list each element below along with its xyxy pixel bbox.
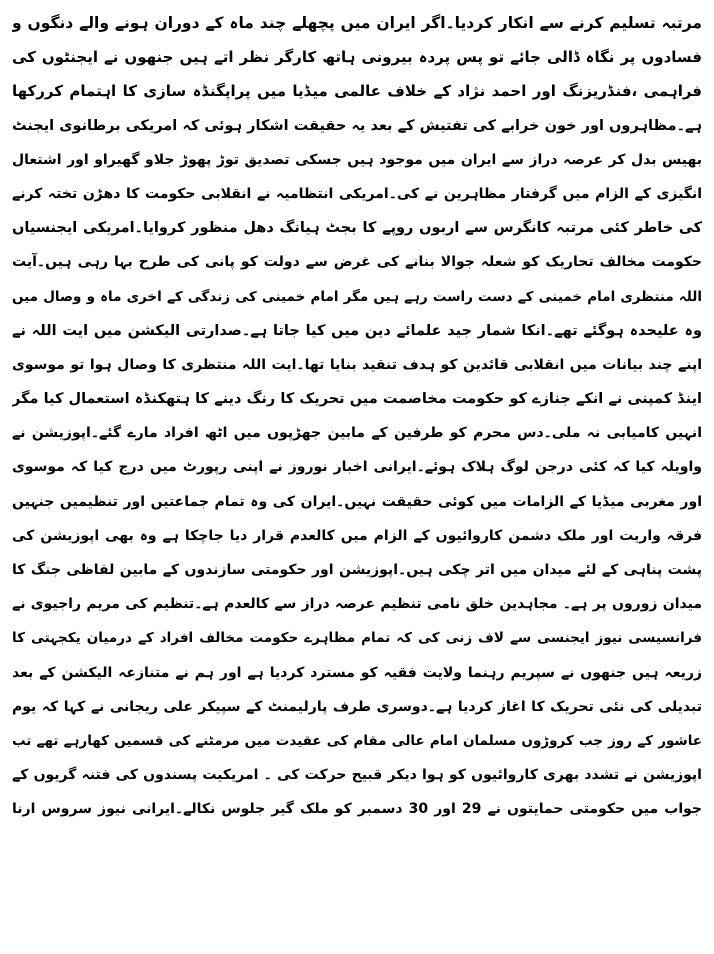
text-line: انگیزی کے الزام میں گرفتار مظاہرین نے کی۔امریکی انتظامیہ نے انقلابی حکومت کا دھڑن تختہ کرنے — [12, 185, 702, 202]
text-line: زریعہ ہیں جنھوں نے سپریم رہنما ولایت فقیہ کو مسترد کردیا ہے اور ہم نے متنازعہ الیکشن کے بعد — [12, 664, 702, 681]
text-line: اور مغربی میڈیا کے الزامات میں کوئی حقیقت نہیں۔ایران کی وہ تمام جماعتیں اور تنظیمیں جنہیں — [12, 493, 702, 510]
text-line: اینڈ کمپنی نے انکے جنازے کو حکومت مخاصمت میں تحریک کا رنگ دینے کا ہتھکنڈہ استعمال کیا مگر — [12, 391, 702, 408]
text-line: اپوزیشن نے تشدد بھری کاروائیوں کو ہوا دیکر قبیح حرکت کی ۔ امریکیت پسندوں کی فتنہ گریوں کے — [12, 767, 702, 784]
text-line: انہیں کامیابی نہ ملی۔دس محرم کو طرفین کے مابین جھڑپوں میں اٹھ افراد مارے گئے۔اپوزیشن نے — [12, 425, 702, 442]
text-line: کی خاطر کئی مرتبہ کانگرس سے اربوں روپے کا بجٹ ہیانگ دھل منظور کروایا۔امریکی ایجنسیاں — [12, 220, 702, 237]
text-line: واویلہ کیا کہ کئی درجن لوگ ہلاک ہوئے۔ایرانی اخبار نوروز نے اپنی رپورٹ میں درج کیا کہ موسوی — [12, 459, 702, 476]
text-line: ہے۔مظاہروں اور خون خرابے کی تفتیش کے بعد یہ حقیقت اشکار ہوئی کہ امریکی برطانوی ایجنٹ — [12, 117, 702, 134]
text-line: پشت پناہی کے لئے میدان میں اتر چکی ہیں۔اپوزیشن اور حکومتی سازندوں کے مابین لفاظی جنگ کا — [12, 562, 702, 578]
text-line: وہ علیحدہ ہوگئے تھے۔انکا شمار جید علمائے دین میں کیا جاتا ہے۔صدارتی الیکشن میں ایت اللہ نے — [12, 322, 702, 339]
text-line: میدان زوروں پر ہے۔ مجاہدین خلق نامی تنظیم عرصہ دراز سے کالعدم ہے۔تنظیم کی مریم راجیوی نے — [12, 596, 702, 613]
article-body — [12, 6, 702, 827]
text-line: جواب میں حکومتی حمایتوں نے 29 اور 30 دسمبر کو ملک گیر جلوس نکالے۔ایرانی نیوز سروس ارنا — [12, 801, 702, 818]
text-line: بھیس بدل کر عرصہ دراز سے ایران میں موجود ہیں جسکی تصدیق توڑ پھوڑ جلاو گھیراو اور اشتعال — [12, 151, 702, 168]
text-line: عاشور کے روز جب کروڑوں مسلمان امام عالی مقام کی عقیدت میں مرمٹنے کی قسمیں کھارہے تھے تب — [12, 732, 702, 749]
text-line: اپنے چند بیانات میں انقلابی قائدین کو ہدف تنقید بنایا تھا۔ایت اللہ منتظری کا وصال ہوا تو موسوی — [12, 356, 702, 373]
text-line: تبدیلی کی نئی تحریک کا اغاز کردیا ہے۔دوسری طرف پارلیمنٹ کے سپیکر علی ریجانی نے کہا کہ یوم — [12, 698, 702, 715]
text-line: حکومت مخالف تحاریک کو شعلہ جوالا بنانے کی غرض سے دولت کو پانی کی طرح بہا رہی ہیں۔آیت — [12, 254, 702, 271]
text-line: فرانسیسی نیوز ایجنسی سے لاف زنی کی کہ تمام مظاہرے حکومت مخالف افراد کے درمیان یکجہتی کا — [12, 630, 702, 647]
text-line: فراہمی ،فنڈریزنگ اور احمد نژاد کے خلاف عالمی میڈیا میں پراپگنڈہ سازی کا اہتمام کررکھا — [12, 82, 702, 101]
text-line: اللہ منتظری امام خمینی کے دست راست رہے ہیں مگر امام خمینی کی زندگی کے اخری ماہ و وصال میں — [12, 288, 702, 305]
text-line: فرقہ واریت اور ملک دشمن کاروائیوں کے الزام میں کالعدم قرار دیا جاچکا ہے وہ بھی اپوزیشن کی — [12, 527, 702, 544]
text-line: مرتبہ تسلیم کرنے سے انکار کردیا۔اگر ایران میں پچھلے چند ماہ کے دوران ہونے والے دنگوں و — [12, 14, 702, 32]
text-line: فسادوں پر نگاہ ڈالی جائے تو پس پردہ بیرونی ہاتھ کارگر نظر اتے ہیں جنھوں نے ایجنٹوں کی — [12, 48, 702, 67]
